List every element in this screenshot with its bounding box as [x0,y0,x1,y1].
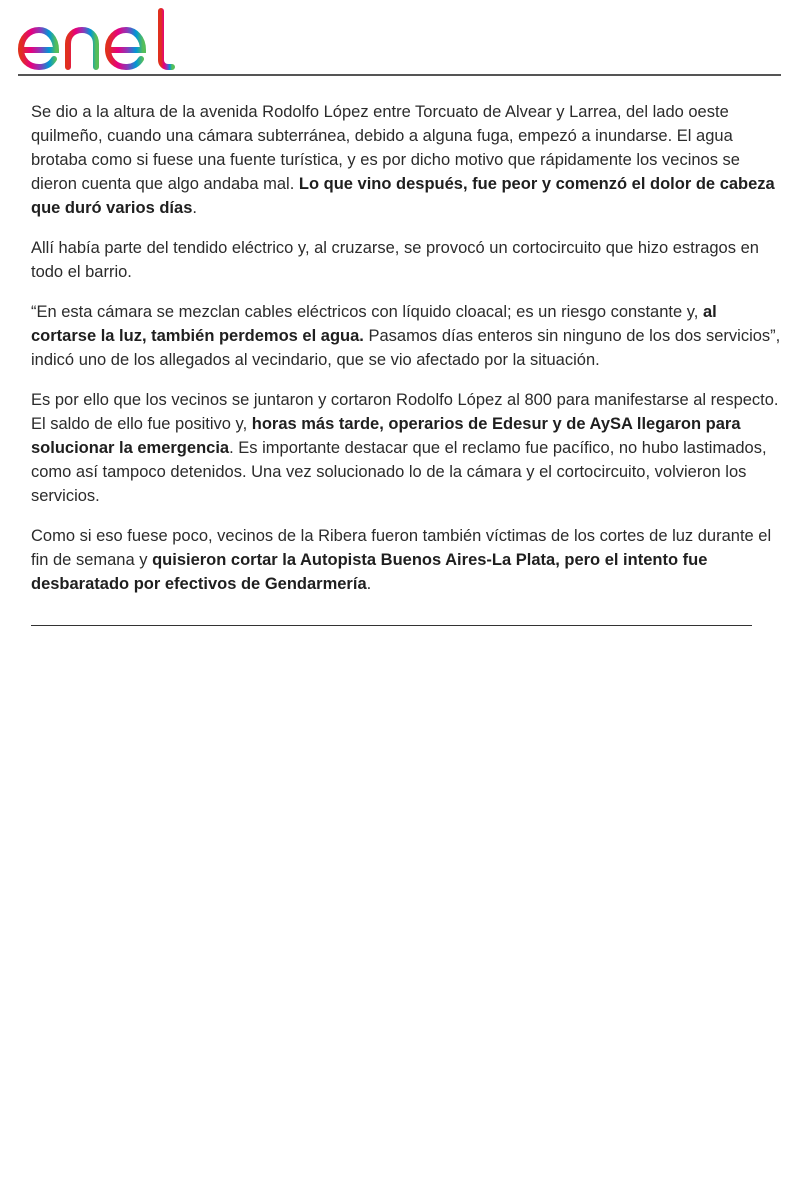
article-paragraph [31,300,781,372]
enel-logo[interactable] [16,8,180,70]
article-paragraph [31,524,781,596]
article-paragraph [31,100,781,220]
article-end-divider [31,625,752,626]
paragraph-bold-text: horas más tarde, operarios de Edesur y de AySA llegaron para solucionar la emergencia [31,415,741,457]
paragraph-text: “En esta cámara se mezclan cables eléctricos con líquido cloacal; es un riesgo constante y, [31,303,703,321]
paragraph-bold-text: quisieron cortar la Autopista Buenos Aires-La Plata, pero el intento fue desbaratado por efectivos de Gendarmería [31,551,708,593]
paragraph-text: Allí había parte del tendido eléctrico y, al cruzarse, se provocó un cortocircuito que hizo estragos en todo el barrio. [31,239,759,281]
paragraph-text: . [366,575,372,593]
paragraph-text: . Es importante destacar que el reclamo fue pacífico, no hubo lastimados, como así tampoco detenidos. Una vez solucionado lo de la cámara y el cortocircuito, volvieron los servicios. [31,439,767,505]
paragraph-bold-text: Lo que vino después, fue peor y comenzó el dolor de cabeza que duró varios días [31,175,775,217]
paragraph-text: Pasamos días enteros sin ninguno de los dos servicios”, indicó uno de los allegados al vecindario, que se vio afectado por la situación. [31,327,781,369]
paragraph-text: Se dio a la altura de la avenida Rodolfo López entre Torcuato de Alvear y Larrea, del lado oeste quilmeño, cuando una cámara subterránea, debido a alguna fuga, empezó a inundarse. El agua brotaba como si fuese una fuente turística, y es por dicho motivo que rápidamente los vecinos se dieron cuenta que algo andaba mal. [31,103,740,193]
page-header [0,0,800,76]
article-body [31,100,781,612]
article-paragraph [31,236,781,284]
paragraph-text: Es por ello que los vecinos se juntaron y cortaron Rodolfo López al 800 para manifestarse al respecto. El saldo de ello fue positivo y, [31,391,779,433]
paragraph-text: Como si eso fuese poco, vecinos de la Ribera fueron también víctimas de los cortes de luz durante el fin de semana y [31,527,772,569]
paragraph-text: . [192,199,197,217]
paragraph-bold-text: al cortarse la luz, también perdemos el agua. [31,303,717,345]
header-divider [18,74,781,76]
article-paragraph [31,388,781,508]
